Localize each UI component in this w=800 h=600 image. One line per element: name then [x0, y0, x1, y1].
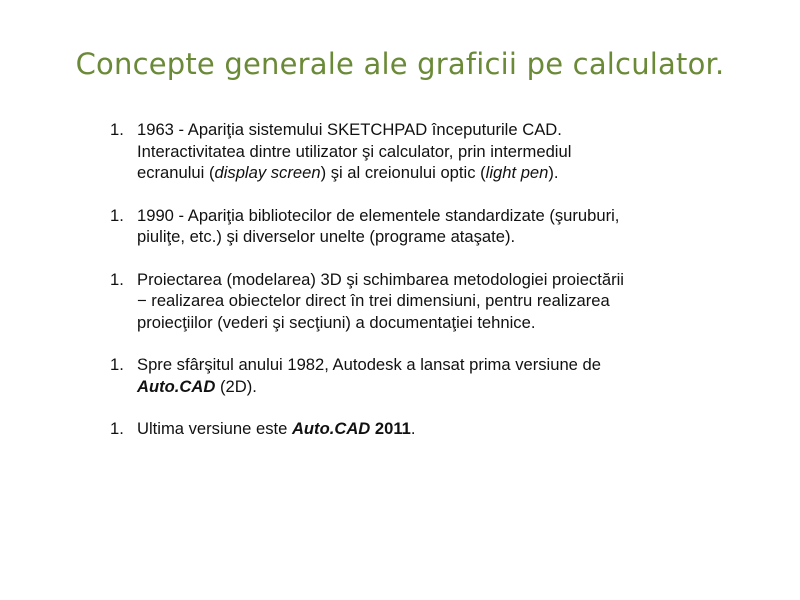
list-item-text-line: piuliţe, etc.) şi diverselor unelte (programe ataşate). [137, 227, 516, 246]
text-run: ). [548, 163, 559, 182]
list-item-text-line [137, 376, 730, 398]
list-item-number: 1. [110, 120, 124, 139]
display-screen-term: display screen [214, 163, 321, 182]
list-item-number: 1. [110, 419, 124, 438]
slide-title: Concepte generale ale graficii pe calculator. [75, 47, 725, 81]
light-pen-term: light pen [485, 163, 549, 182]
list-item-text-line: Spre sfârşitul anului 1982, Autodesk a lansat prima versiune de [137, 355, 601, 374]
list-item-number: 1. [110, 269, 124, 289]
list-item-text-line [137, 418, 730, 440]
list-item-text-line: 1990 - Apariţia bibliotecilor de elementele standardizate (şuruburi, [137, 205, 620, 225]
list-item-text-line: − realizarea obiectelor direct în trei dimensiuni, pentru realizarea [137, 291, 610, 310]
list-item [110, 418, 730, 440]
list-item [110, 119, 730, 184]
text-run: . [410, 419, 416, 438]
version-number: 2011 [370, 419, 411, 438]
list-item-text-line: Interactivitatea dintre utilizator şi calculator, prin intermediul [137, 141, 572, 161]
list-item [110, 269, 730, 334]
autocad-term: Auto.CAD [137, 376, 216, 396]
list-item-number: 1. [110, 205, 124, 225]
numbered-list [110, 119, 730, 461]
list-item-text-line: proiecţiilor (vederi şi secţiuni) a documentaţiei tehnice. [137, 312, 536, 332]
list-item-text-line [137, 162, 730, 184]
list-item-text-line: 1963 - Apariţia sistemului SKETCHPAD începuturile CAD. [137, 120, 562, 139]
list-item [110, 354, 730, 397]
text-run: ecranului ( [137, 163, 215, 182]
text-run: ) şi al creionului optic ( [320, 163, 486, 182]
list-item-number: 1. [110, 355, 124, 374]
text-run: (2D). [215, 376, 257, 396]
list-item-text-line: Proiectarea (modelarea) 3D şi schimbarea metodologiei proiectării [137, 269, 624, 289]
text-run: Ultima versiune este [137, 419, 292, 438]
autocad-term: Auto.CAD [291, 419, 371, 438]
list-item [110, 205, 730, 248]
